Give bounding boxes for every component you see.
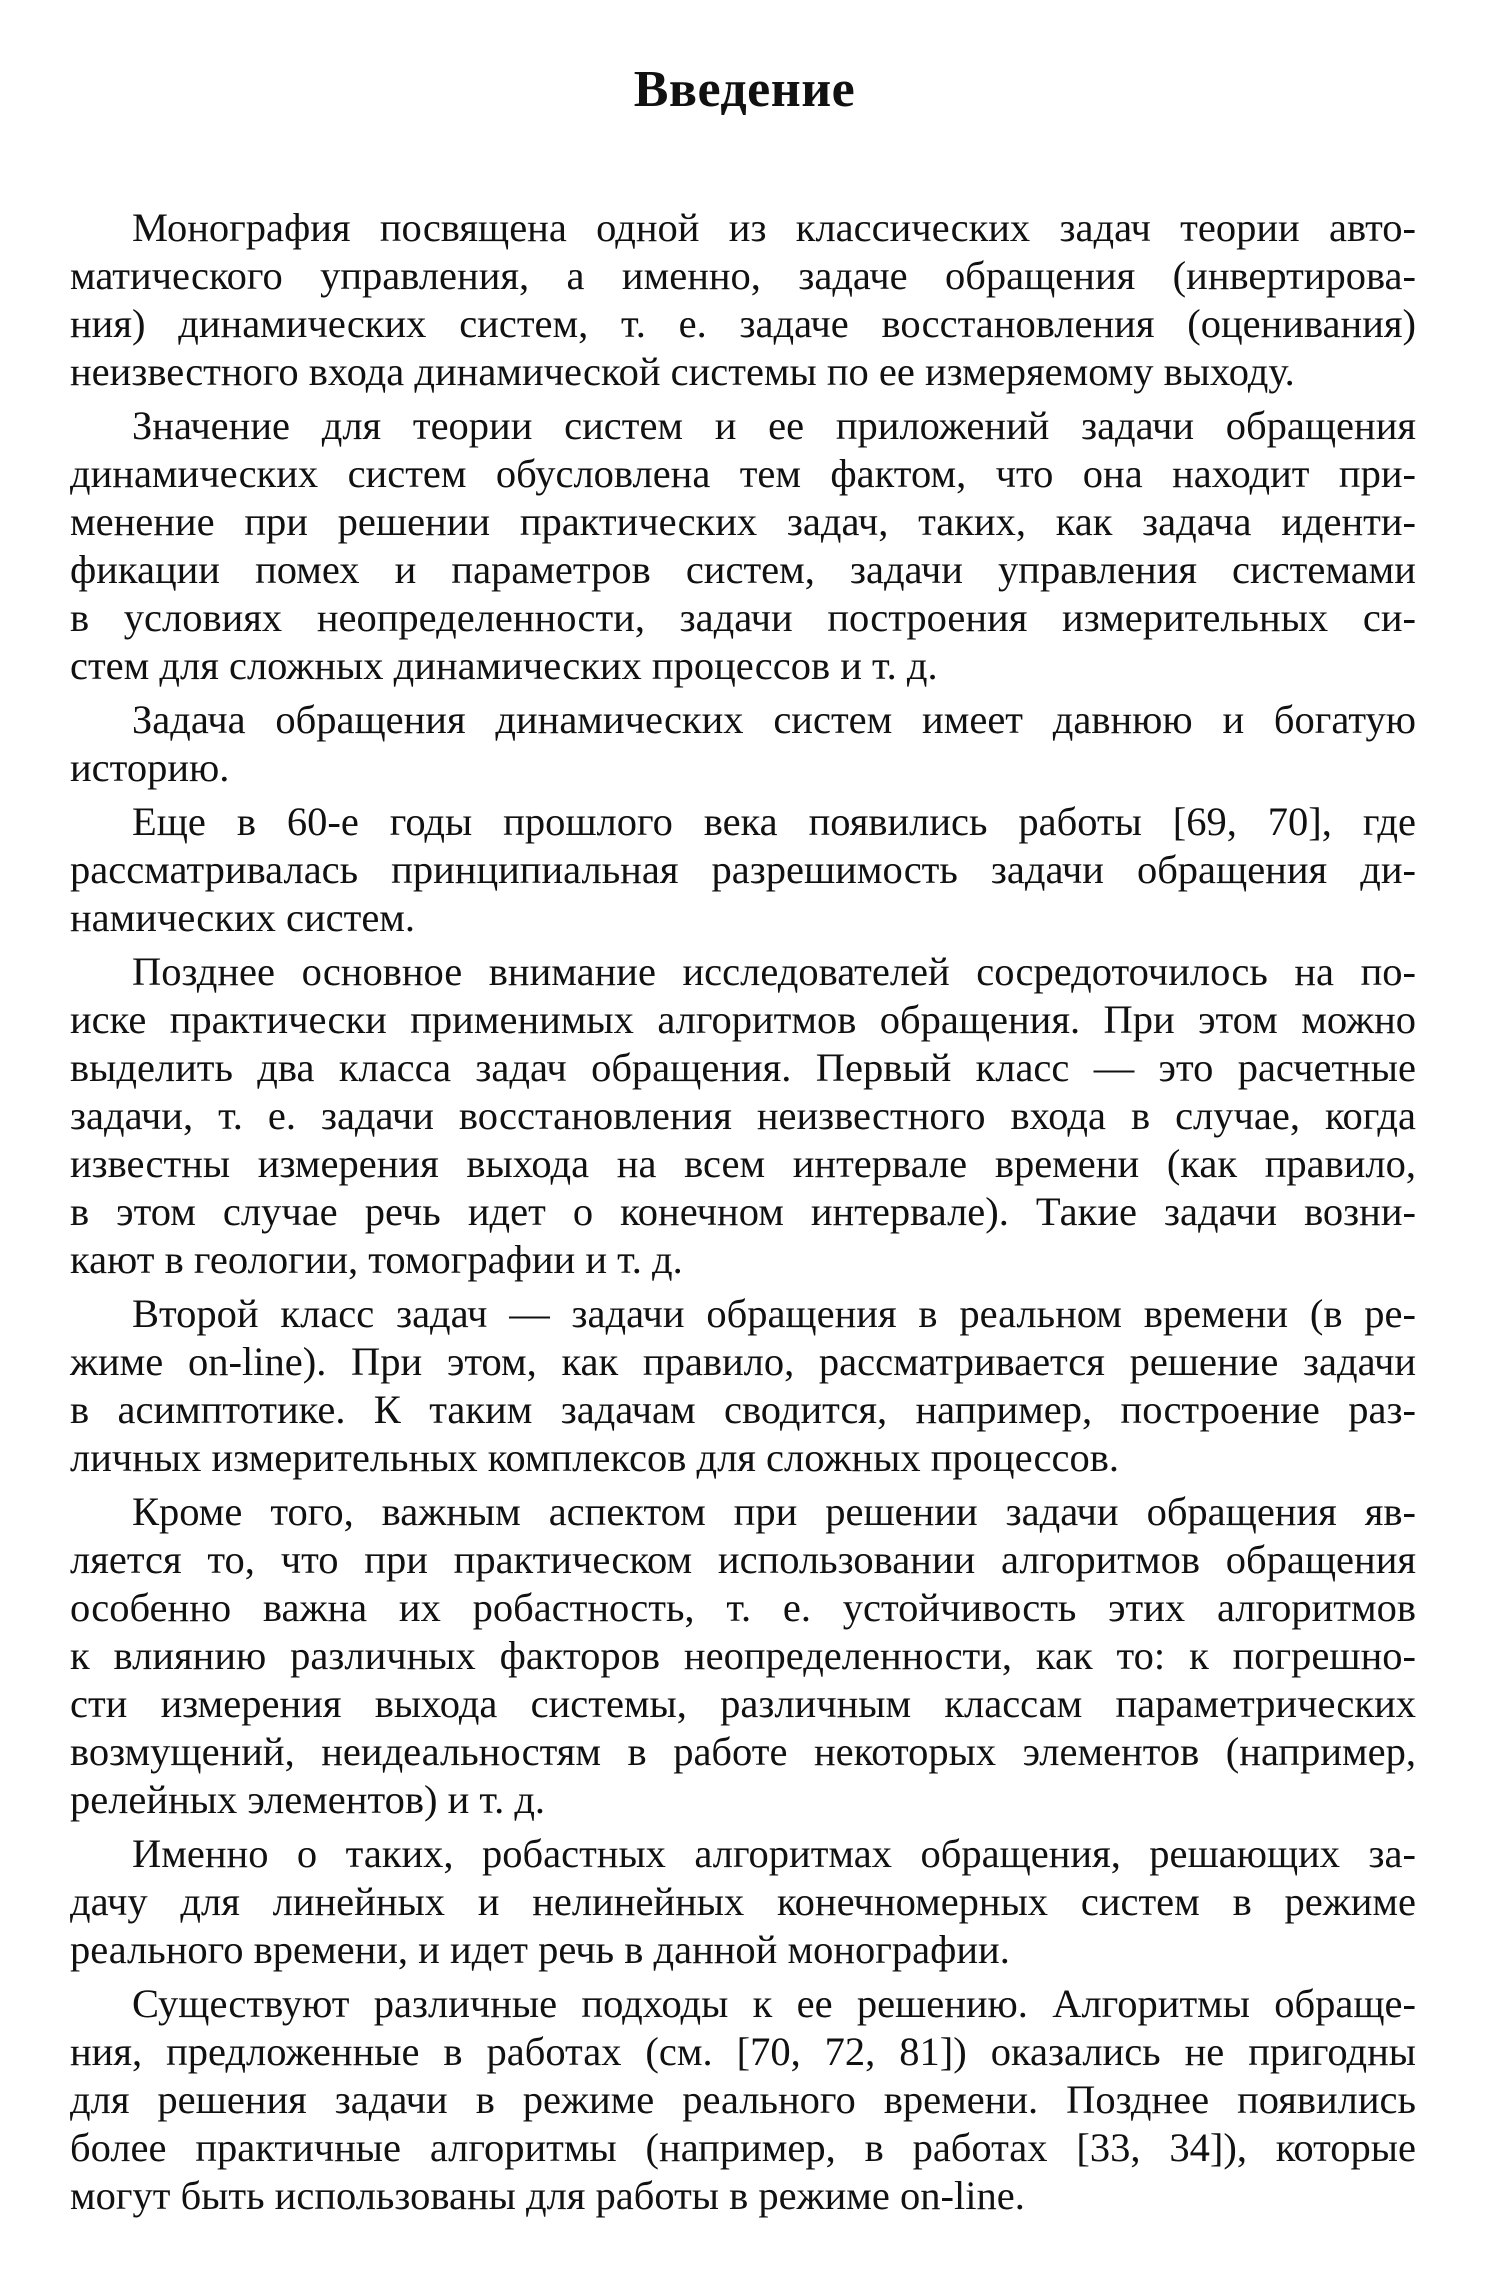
text-line: неизвестного входа динамической системы по ее измеряемому выходу. xyxy=(70,349,1295,394)
text-line: реального времени, и идет речь в данной монографии. xyxy=(70,1927,1010,1972)
text-line: в этом случае речь идет о конечном интервале). Такие задачи возни- xyxy=(70,1189,1416,1234)
text-line: личных измерительных комплексов для сложных процессов. xyxy=(70,1435,1120,1480)
text-line: сти измерения выхода системы, различным классам параметрических xyxy=(70,1681,1416,1726)
text-line: в условиях неопределенности, задачи построения измерительных си- xyxy=(70,595,1416,640)
text-line: матического управления, а именно, задаче обращения (инвертирова- xyxy=(70,253,1416,298)
text-line: Еще в 60-е годы прошлого века появились работы [69, 70], где xyxy=(132,799,1416,844)
text-line: менение при решении практических задач, таких, как задача иденти- xyxy=(70,499,1416,544)
text-line: возмущений, неидеальностям в работе некоторых элементов (например, xyxy=(70,1729,1416,1774)
body-text xyxy=(70,204,1416,2226)
text-line: Второй класс задач — задачи обращения в реальном времени (в ре- xyxy=(132,1291,1416,1336)
text-line: иске практически применимых алгоритмов обращения. При этом можно xyxy=(70,997,1416,1042)
paragraph xyxy=(70,1830,1416,1974)
text-line: историю. xyxy=(70,745,230,790)
text-line: фикации помех и параметров систем, задачи управления системами xyxy=(70,547,1416,592)
text-line: к влиянию различных факторов неопределенности, как то: к погрешно- xyxy=(70,1633,1416,1678)
text-line: кают в геологии, томографии и т. д. xyxy=(70,1237,683,1282)
text-line: Значение для теории систем и ее приложений задачи обращения xyxy=(132,403,1416,448)
text-line: Монография посвящена одной из классических задач теории авто- xyxy=(132,205,1416,250)
text-line: особенно важна их робастность, т. е. устойчивость этих алгоритмов xyxy=(70,1585,1416,1630)
paragraph xyxy=(70,948,1416,1284)
text-line: для решения задачи в режиме реального времени. Позднее появились xyxy=(70,2077,1416,2122)
text-line: в асимптотике. К таким задачам сводится, например, построение раз- xyxy=(70,1387,1416,1432)
text-line: ляется то, что при практическом использовании алгоритмов обращения xyxy=(70,1537,1416,1582)
text-line: дачу для линейных и нелинейных конечномерных систем в режиме xyxy=(70,1879,1416,1924)
text-line: намических систем. xyxy=(70,895,416,940)
text-line: Именно о таких, робастных алгоритмах обращения, решающих за- xyxy=(132,1831,1416,1876)
text-line: стем для сложных динамических процессов и т. д. xyxy=(70,643,938,688)
paragraph xyxy=(70,204,1416,396)
paragraph xyxy=(70,1290,1416,1482)
text-line: релейных элементов) и т. д. xyxy=(70,1777,546,1822)
text-line: Задача обращения динамических систем имеет давнюю и богатую xyxy=(132,697,1416,742)
paragraph xyxy=(70,402,1416,690)
text-line: жиме on-line). При этом, как правило, рассматривается решение задачи xyxy=(70,1339,1416,1384)
text-line: выделить два класса задач обращения. Первый класс — это расчетные xyxy=(70,1045,1416,1090)
paragraph xyxy=(70,1488,1416,1824)
paragraph xyxy=(70,1980,1416,2220)
text-line: рассматривалась принципиальная разрешимость задачи обращения ди- xyxy=(70,847,1416,892)
page-title: Введение xyxy=(633,61,856,118)
paragraph xyxy=(70,798,1416,942)
text-line: Позднее основное внимание исследователей сосредоточилось на по- xyxy=(132,949,1416,994)
text-line: Кроме того, важным аспектом при решении задачи обращения яв- xyxy=(132,1489,1416,1534)
text-line: задачи, т. е. задачи восстановления неизвестного входа в случае, когда xyxy=(70,1093,1416,1138)
paragraph xyxy=(70,696,1416,792)
text-line: могут быть использованы для работы в режиме on-line. xyxy=(70,2173,1025,2218)
text-line: ния) динамических систем, т. е. задаче восстановления (оценивания) xyxy=(70,301,1416,346)
text-line: известны измерения выхода на всем интервале времени (как правило, xyxy=(70,1141,1416,1186)
text-line: динамических систем обусловлена тем фактом, что она находит при- xyxy=(70,451,1416,496)
text-line: Существуют различные подходы к ее решению. Алгоритмы обраще- xyxy=(132,1981,1416,2026)
text-line: более практичные алгоритмы (например, в работах [33, 34]), которые xyxy=(70,2125,1416,2170)
text-line: ния, предложенные в работах (см. [70, 72, 81]) оказались не пригодны xyxy=(70,2029,1416,2074)
